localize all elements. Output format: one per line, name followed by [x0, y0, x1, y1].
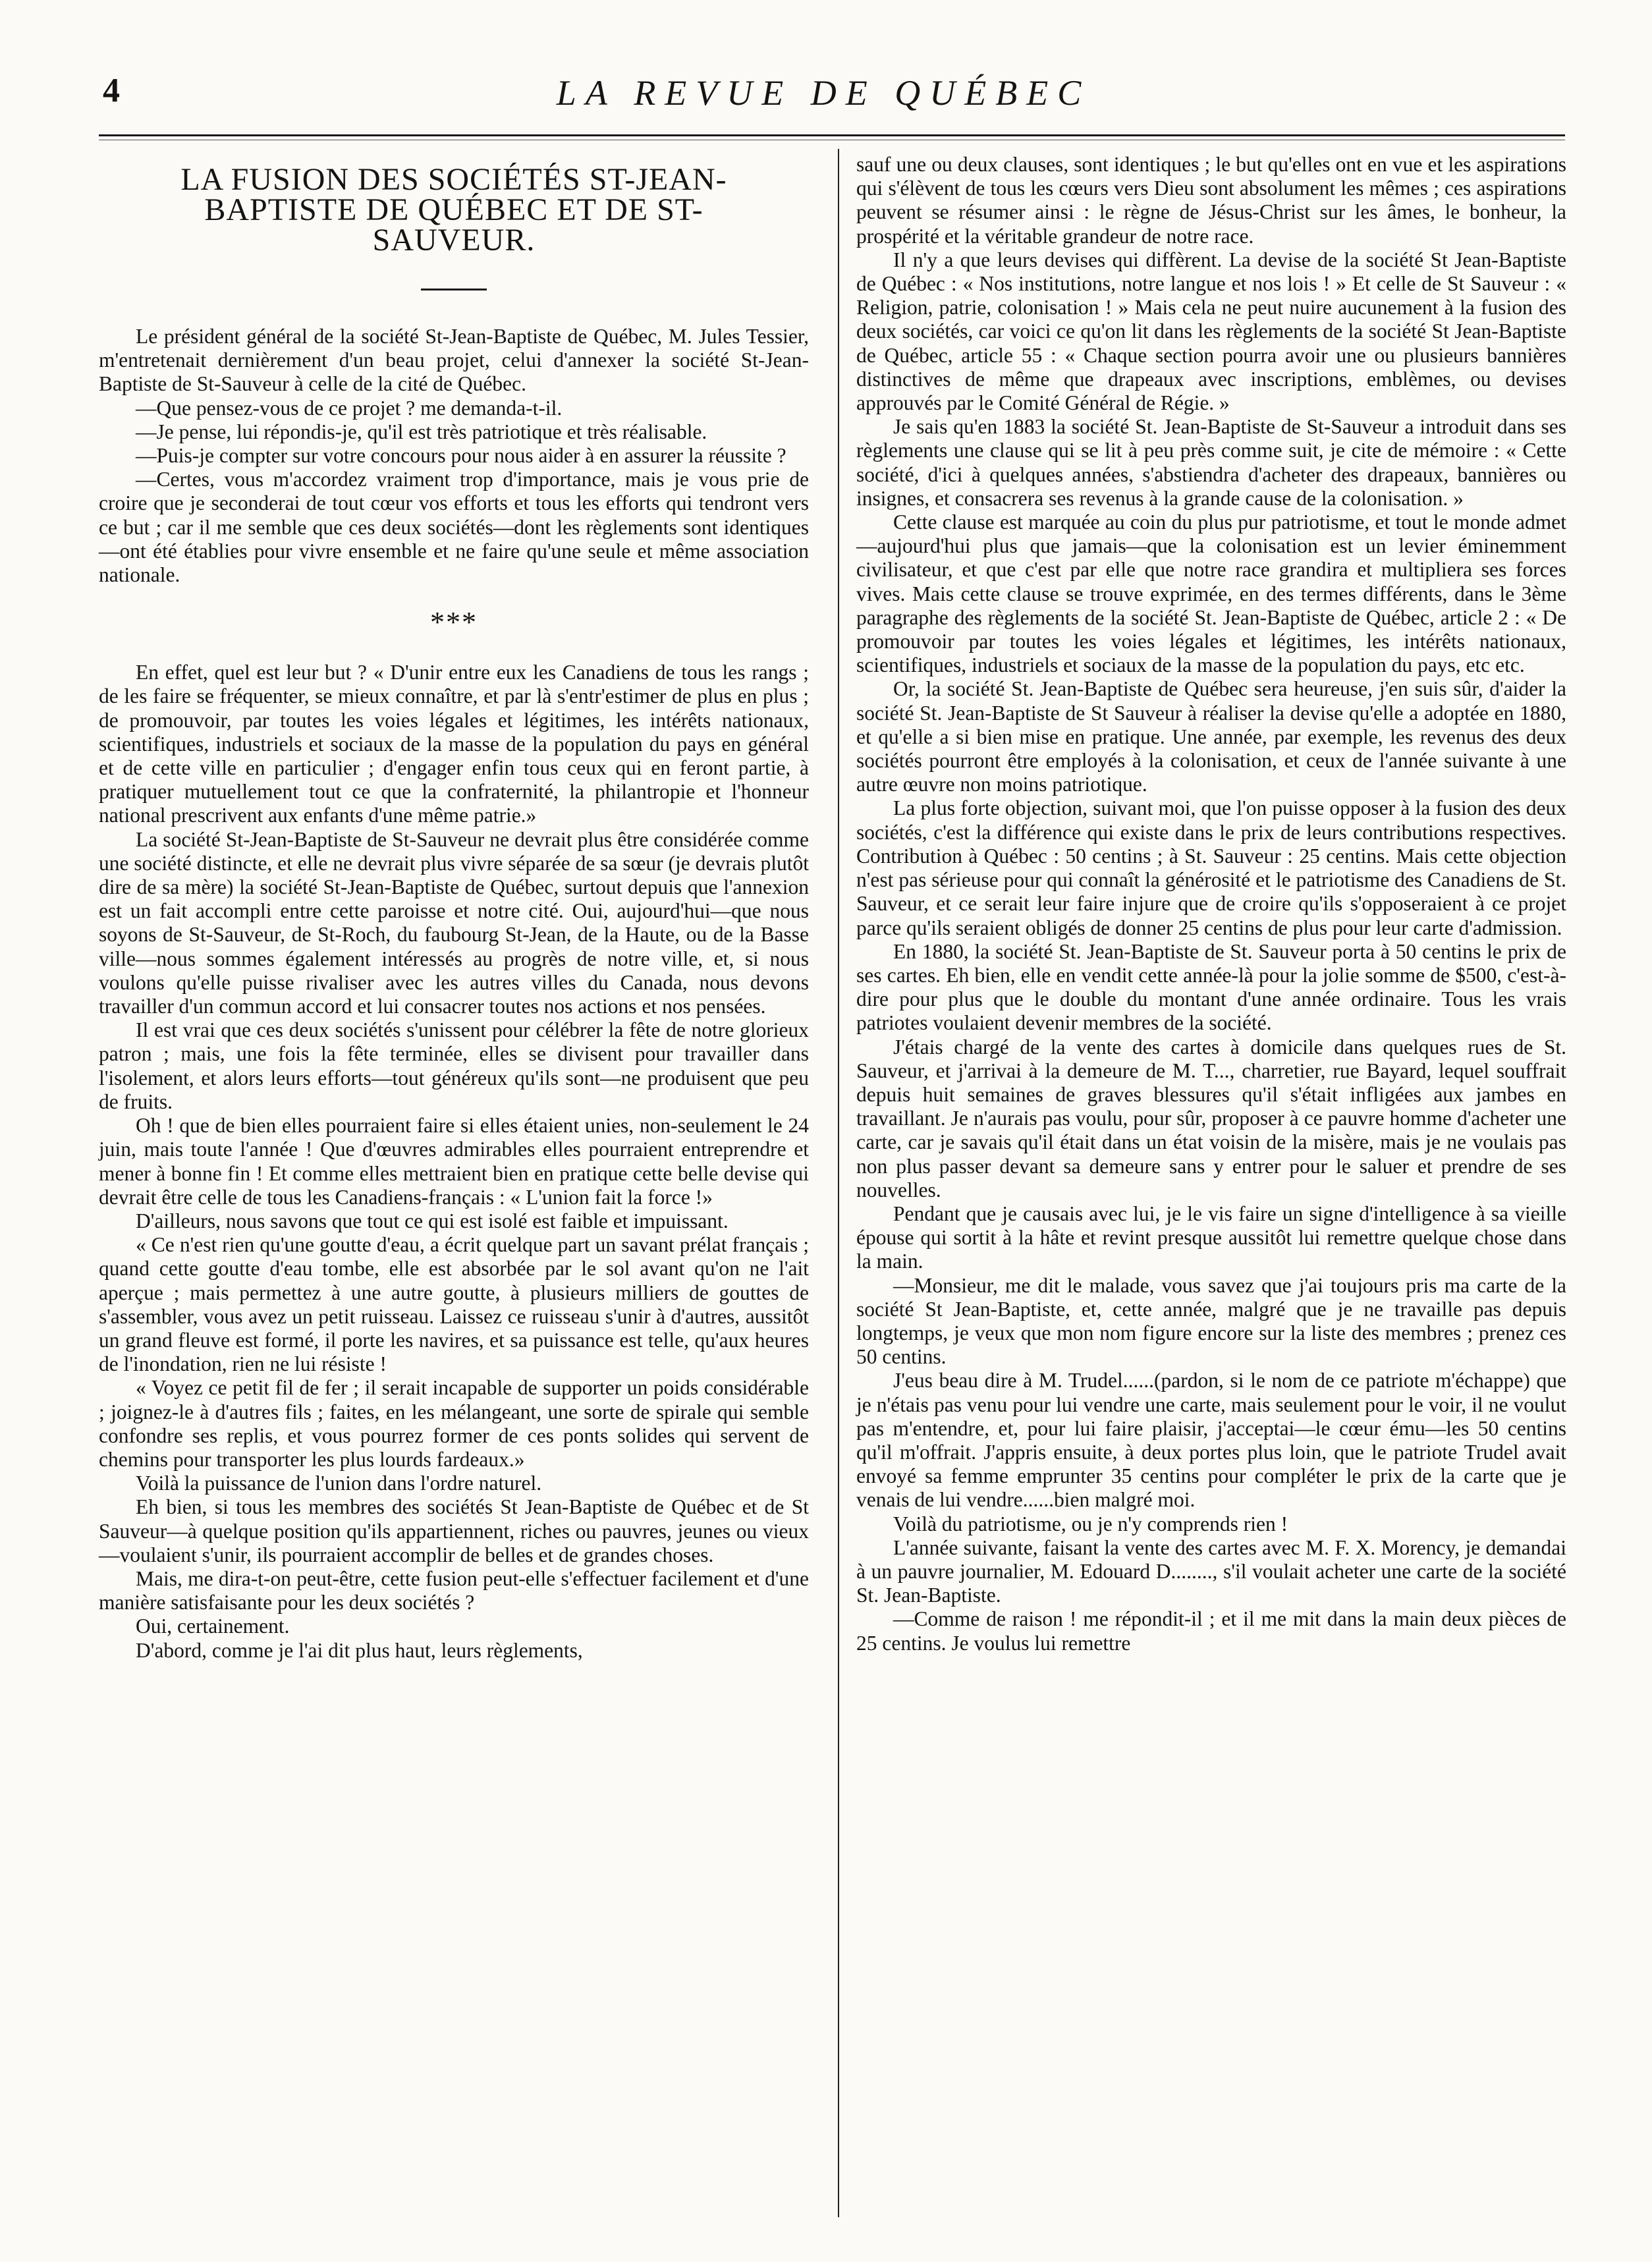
paragraph: —Comme de raison ! me répondit-il ; et il me mit dans la main deux pièces de 25 centins. Je voulus lui remettre — [856, 1607, 1566, 1655]
paragraph: Cette clause est marquée au coin du plus pur patriotisme, et tout le monde admet—aujourd'hui plus que jamais—que la colonisation est un levier éminemment civilisateur, et que c'est par elle que notre race grandira et multipliera ses forces vives. Mais cette clause se trouve exprimée, en des termes différents, dans le 3ème paragraphe des règlements de la société St. Jean-Baptiste de Québec, article 2 : « De promouvoir par toutes les voies légales et légitimes, les intérêts nationaux, scientifiques, industriels et sociaux de la masse de la population du pays, etc etc. — [856, 510, 1566, 677]
paragraph: D'ailleurs, nous savons que tout ce qui est isolé est faible et impuissant. — [136, 1209, 729, 1232]
right-column — [856, 153, 1566, 1655]
paragraph: En effet, quel est leur but ? « D'unir entre eux les Canadiens de tous les rangs ; de les faire se fréquenter, se mieux connaître, et par là s'entr'estimer de plus en plus ; de promouvoir, par toutes les voies légales et légitimes, les intérêts nationaux, scientifiques, industriels et sociaux de la masse de la population du pays en général et de cette ville en particulier ; d'engager enfin tous ceux qui en feront partie, à pratiquer mutuellement tout ce que la confraternité, la philantropie et l'honneur national prescrivent aux enfants d'une même patrie.» — [99, 661, 809, 827]
paragraph: En 1880, la société St. Jean-Baptiste de St. Sauveur porta à 50 centins le prix de ses cartes. Eh bien, elle en vendit cette année-là pour la jolie somme de $500, c'est-à-dire pour plus que le double du montant d'une année ordinaire. Tous les vrais patriotes voulaient devenir membres de la société. — [856, 939, 1566, 1035]
paragraph: Voilà la puissance de l'union dans l'ordre naturel. — [136, 1472, 542, 1495]
paragraph: D'abord, comme je l'ai dit plus haut, leurs règlements, — [136, 1638, 583, 1662]
right-paragraphs — [856, 153, 1566, 1655]
paragraph: sauf une ou deux clauses, sont identiques ; le but qu'elles ont en vue et les aspirations qui s'élèvent de tous les cœurs vers Dieu sont absolument les mêmes ; ces aspirations peuvent se résumer ainsi : le règne de Jésus-Christ sur les âmes, le bonheur, la prospérité et la véritable grandeur de notre race. — [856, 153, 1566, 248]
paragraph: Il n'y a que leurs devises qui diffèrent. La devise de la société St Jean-Baptiste de Québec : « Nos institutions, notre langue et nos lois ! » Et celle de St Sauveur : « Religion, patrie, colonisation ! » Mais cela ne peut nuire aucunement à la fusion des deux sociétés, car voici ce qu'on lit dans les règlements de la société St Jean-Baptiste de Québec, article 55 : « Chaque section pourra avoir une ou plusieurs bannières distinctives de même que drapeaux avec inscriptions, emblèmes, ou devises approuvés par le Comité Général de Régie. » — [856, 248, 1566, 415]
paragraph: —Que pensez-vous de ce projet ? me demanda-t-il. — [136, 396, 563, 420]
paragraph: —Je pense, lui répondis-je, qu'il est très patriotique et très réalisable. — [136, 420, 707, 443]
paragraph: La plus forte objection, suivant moi, que l'on puisse opposer à la fusion des deux sociétés, c'est la différence qui existe dans le prix de leurs contributions respectives. Contribution à Québec : 50 centins ; à St. Sauveur : 25 centins. Mais cette objection n'est pas sérieuse pour qui connaît la générosité et le patriotisme des Canadiens de St. Sauveur, et ce serait leur faire injure que de croire qu'ils s'opposeraient à ce projet parce qu'ils seraient obligés de donner 25 centins de plus pour leur carte d'admission. — [856, 796, 1566, 939]
paragraph: Le président général de la société St-Jean-Baptiste de Québec, M. Jules Tessier, m'entretenait dernièrement d'un beau projet, celui d'annexer la société St-Jean-Baptiste de St-Sauveur à celle de la cité de Québec. — [99, 325, 809, 396]
paragraph: —Certes, vous m'accordez vraiment trop d'importance, mais je vous prie de croire que je seconderai de tout cœur vos efforts et tous les efforts qui tendront vers ce but ; car il me semble que ces deux sociétés—dont les règlements sont identiques—ont été établies pour vivre ensemble et ne faire qu'une seule et même association nationale. — [99, 468, 809, 587]
paragraph: Voilà du patriotisme, ou je n'y comprends rien ! — [893, 1512, 1288, 1535]
paragraph: Oui, certainement. — [136, 1614, 290, 1638]
paragraph: Il est vrai que ces deux sociétés s'unissent pour célébrer la fête de notre glorieux patron ; mais, une fois la fête terminée, elles se divisent pour travailler dans l'isolement, et alors leurs efforts—tout généreux qu'ils sont—ne produisent que peu de fruits. — [99, 1018, 809, 1113]
paragraph: « Voyez ce petit fil de fer ; il serait incapable de supporter un poids considérable ; joignez-le à d'autres fils ; faites, en les mélangeant, une sorte de spirale qui semble confondre ses replis, et vous pourrez former de ces ponts solides qui servent de chemins pour transporter les plus lourds fardeaux.» — [99, 1376, 809, 1471]
paragraph: Or, la société St. Jean-Baptiste de Québec sera heureuse, j'en suis sûr, d'aider la société St. Jean-Baptiste de St Sauveur à réaliser la devise qu'elle a adoptée en 1880, et qu'elle a si bien mise en pratique. Une année, par exemple, les revenus des deux sociétés pourront être employés à la colonisation, et ceux de l'année suivante à une autre œuvre non moins patriotique. — [856, 677, 1566, 796]
paragraph: Je sais qu'en 1883 la société St. Jean-Baptiste de St-Sauveur a introduit dans ses règlements une clause qui se lit à peu près comme suit, je cite de mémoire : « Cette société, d'ici à quelques années, s'abstiendra d'acheter des drapeaux, bannières ou insignes, et consacrera ses revenus à la grande cause de la colonisation. » — [856, 415, 1566, 510]
paragraph: Eh bien, si tous les membres des sociétés St Jean-Baptiste de Québec et de St Sauveur—à quelque position qu'ils appartiennent, riches ou pauvres, jeunes ou vieux—voulaient s'unir, ils pourraient accomplir de belles et de grandes choses. — [99, 1495, 809, 1566]
title-rule — [421, 289, 487, 290]
section-separator: *** — [430, 606, 478, 639]
article-title: LA FUSION DES SOCIÉTÉS ST-JEAN-BAPTISTE DE QUÉBEC ET DE ST-SAUVEUR. — [180, 162, 727, 258]
left-paragraphs-part2 — [99, 661, 809, 1663]
paragraph: Oh ! que de bien elles pourraient faire si elles étaient unies, non-seulement le 24 juin, mais toute l'année ! Que d'œuvres admirables elles pourraient entreprendre et mener à bonne fin ! Et comme elles mettraient bien en pratique cette belle devise qui devrait être celle de tous les Canadiens-français : « L'union fait la force !» — [99, 1114, 809, 1209]
paragraph: —Puis-je compter sur votre concours pour nous aider à en assurer la réussite ? — [136, 444, 786, 468]
paragraph: « Ce n'est rien qu'une goutte d'eau, a écrit quelque part un savant prélat français ; quand cette goutte d'eau tombe, elle est absorbée par le sol avant qu'on ne l'ait aperçue ; mais permettez à une autre goutte, à plusieurs milliers de gouttes de s'assembler, vous avez un petit ruisseau. Laissez ce ruisseau s'unir à d'autres, aussitôt un grand fleuve est formé, il porte les navires, et sa puissance est telle, qu'aux heures de l'inondation, rien ne lui résiste ! — [99, 1233, 809, 1376]
paragraph: J'eus beau dire à M. Trudel......(pardon, si le nom de ce patriote m'échappe) que je n'étais pas venu pour lui vendre une carte, mais seulement pour le voir, il ne voulut pas m'entendre, et, pour lui faire plaisir, j'acceptai—le cœur ému—les 50 centins qu'il m'offrait. J'appris ensuite, à deux portes plus loin, que le patriote Trudel avait envoyé sa femme emprunter 35 centins pour compléter le prix de la carte que je venais de lui vendre......bien malgré moi. — [856, 1369, 1566, 1512]
paragraph: La société St-Jean-Baptiste de St-Sauveur ne devrait plus être considérée comme une société distincte, et elle ne devrait plus vivre séparée de sa sœur (je devrais plutôt dire de sa mère) la société St-Jean-Baptiste de Québec, surtout depuis que l'annexion est un fait accompli entre cette paroisse et notre cité. Oui, aujourd'hui—que nous soyons de St-Sauveur, de St-Roch, du faubourg St-Jean, de la Haute, ou de la Basse ville—nous sommes également intéressés au progrès de notre ville, et, si nous voulons qu'elle puisse rivaliser avec les autres villes du Canada, nous devons travailler d'un commun accord et lui consacrer toutes nos actions et nos pensées. — [99, 827, 809, 1018]
left-column — [99, 158, 809, 1663]
paragraph: —Monsieur, me dit le malade, vous savez que j'ai toujours pris ma carte de la société St Jean-Baptiste, et, cette année, malgré que je ne travaille pas depuis longtemps, je veux que mon nom figure encore sur la liste des membres ; prenez ces 50 centins. — [856, 1273, 1566, 1369]
paragraph: Pendant que je causais avec lui, je le vis faire un signe d'intelligence à sa vieille épouse qui sortit à la hâte et revint presque aussitôt lui remettre quelque chose dans la main. — [856, 1201, 1566, 1273]
header-rule — [99, 134, 1565, 136]
left-paragraphs-part1 — [99, 325, 809, 587]
paragraph: Mais, me dira-t-on peut-être, cette fusion peut-elle s'effectuer facilement et d'une manière satisfaisante pour les deux sociétés ? — [99, 1566, 809, 1614]
paragraph: L'année suivante, faisant la vente des cartes avec M. F. X. Morency, je demandai à un pauvre journalier, M. Edouard D........, s'il voulait acheter une carte de la société St. Jean-Baptiste. — [856, 1535, 1566, 1607]
page-number: 4 — [103, 72, 120, 109]
paragraph: J'étais chargé de la vente des cartes à domicile dans quelques rues de St. Sauveur, et j'arrivai à la demeure de M. T..., charretier, rue Bayard, lequel souffrait depuis huit semaines de graves blessures qu'il s'était infligées aux jambes en travaillant. Je n'aurais pas voulu, pour sûr, proposer à ce pauvre homme d'acheter une carte, car je savais qu'il était dans un état voisin de la misère, mais je ne voulais pas non plus passer devant sa demeure sans y entrer pour le saluer et prendre de ses nouvelles. — [856, 1035, 1566, 1201]
running-head: LA REVUE DE QUÉBEC — [556, 73, 1091, 113]
column-divider — [838, 149, 839, 2217]
